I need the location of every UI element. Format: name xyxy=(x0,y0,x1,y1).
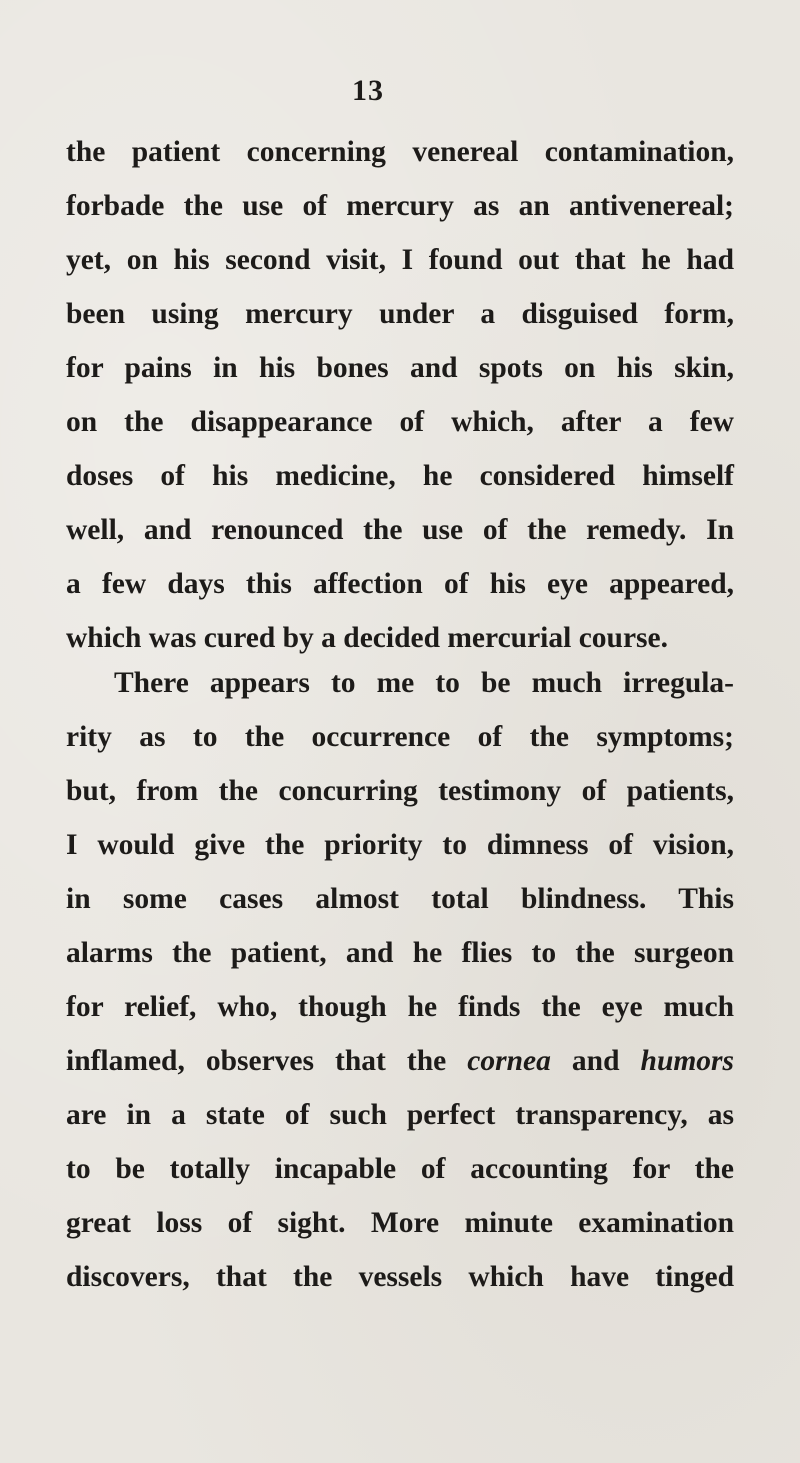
paragraph-2 xyxy=(66,656,734,1304)
text-line: well, and renounced the use of the remedy. In xyxy=(66,514,734,546)
text-line: for relief, who, though he finds the eye much xyxy=(66,991,734,1023)
text-line: which was cured by a decided mercurial course. xyxy=(66,622,668,654)
text-line: alarms the patient, and he flies to the surgeon xyxy=(66,937,734,969)
text-line: great loss of sight. More minute examination xyxy=(66,1207,734,1239)
text-line: for pains in his bones and spots on his skin, xyxy=(66,352,734,384)
text-line: forbade the use of mercury as an antivenereal; xyxy=(66,190,734,222)
paragraph-1 xyxy=(66,125,734,665)
text-line: been using mercury under a disguised form, xyxy=(66,298,734,330)
text-line: discovers, that the vessels which have tinged xyxy=(66,1261,734,1293)
text-line: doses of his medicine, he considered himself xyxy=(66,460,734,492)
text-line: There appears to me to be much irregula- xyxy=(114,667,734,699)
text-line: but, from the concurring testimony of patients, xyxy=(66,775,734,807)
text-run: inflamed, observes that the xyxy=(66,1045,447,1077)
text-line: I would give the priority to dimness of vision, xyxy=(66,829,734,861)
text-line-with-italics xyxy=(66,1034,734,1088)
text-line: in some cases almost total blindness. This xyxy=(66,883,734,915)
text-line: rity as to the occurrence of the symptoms; xyxy=(66,721,734,753)
text-line: yet, on his second visit, I found out that he had xyxy=(66,244,734,276)
page-number: 13 xyxy=(352,74,384,107)
text-line: a few days this affection of his eye appeared, xyxy=(66,568,734,600)
italic-term: cornea xyxy=(467,1045,551,1077)
italic-term: humors xyxy=(640,1045,735,1077)
text-line: the patient concerning venereal contamination, xyxy=(66,136,734,168)
text-line: to be totally incapable of accounting for the xyxy=(66,1153,734,1185)
text-run: and xyxy=(571,1045,620,1077)
text-line: are in a state of such perfect transparency, as xyxy=(66,1099,734,1131)
text-line: on the disappearance of which, after a few xyxy=(66,406,734,438)
